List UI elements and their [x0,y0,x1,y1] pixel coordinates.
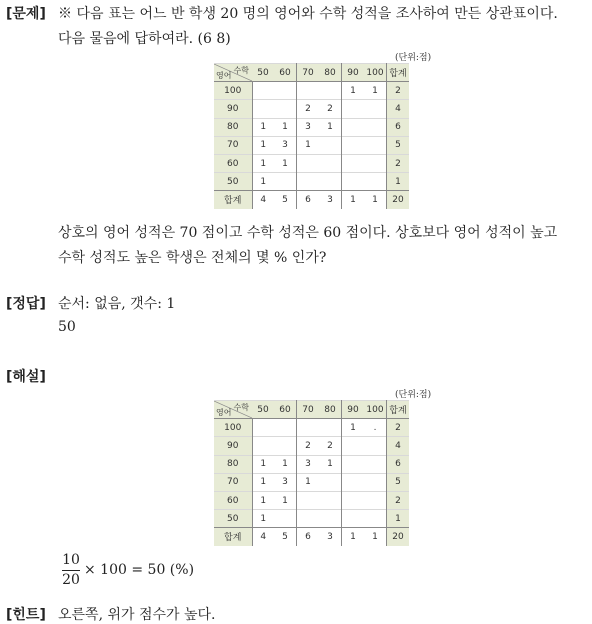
table-cell: 20 [387,191,410,209]
table-cell: 3 [319,191,342,209]
table-cell: . [364,419,387,437]
fraction-numerator: 10 [62,552,80,568]
table-cell [364,154,387,172]
table-cell: 1 [274,491,297,509]
table-cell: 6 [297,191,320,209]
table-cell: 3 [319,528,342,546]
corner-header [214,401,252,419]
table-cell: 1 [350,422,356,433]
table-cell: 2 [387,154,410,172]
table-row [214,191,409,209]
table-cell: 6 [387,118,410,136]
table-cell [274,437,297,455]
row-header: 100 [214,82,252,100]
row-header: 50 [214,510,252,528]
table-cell [297,154,320,172]
table-cell [342,173,365,191]
table-cell: 2 [387,419,410,437]
table-cell: 1 [350,85,356,96]
table-cell: 1 [319,118,342,136]
table-cell [274,173,297,191]
fraction-bar [62,570,80,571]
table-cell [342,437,365,455]
table-cell [252,82,274,100]
row-header: 80 [214,455,252,473]
column-header: 합계 [387,401,410,419]
table1-unit: (단위:점) [395,53,432,63]
row-header: 100 [214,419,252,437]
table-cell: 1 [274,118,297,136]
table-cell: 1 [364,528,387,546]
table-cell: 1 [364,82,387,100]
question-line-2: 수학 성적도 높은 학생은 전체의 몇 % 인가? [58,250,327,266]
answer-label: [정답] [6,296,46,312]
table-cell [319,510,342,528]
column-header: 90 [342,64,365,82]
table-cell [319,136,342,154]
column-header: 60 [274,401,297,419]
table-cell: 1 [260,495,267,506]
table-cell [364,437,387,455]
table-cell: 2 [387,491,410,509]
row-header: 70 [214,473,252,491]
row-header: 90 [214,437,252,455]
row-header: 80 [214,118,252,136]
table-cell [364,118,387,136]
table-cell [297,510,320,528]
table-cell [342,100,365,118]
correlation-table-1 [214,63,409,209]
table-cell [274,100,297,118]
table-cell: 3 [305,459,311,470]
table-cell: 1 [387,510,410,528]
table-cell [342,510,365,528]
table-cell: 2 [319,437,342,455]
table-cell: 1 [260,158,267,169]
table-cell [364,491,387,509]
table-cell: 1 [274,154,297,172]
table-cell [364,455,387,473]
table-cell: 1 [260,176,267,187]
table-cell: 3 [274,136,297,154]
row-header: 60 [214,154,252,172]
table-cell [319,154,342,172]
corner-math-label: 수학 [233,66,249,75]
table-row [214,154,409,172]
row-header: 50 [214,173,252,191]
correlation-table-2 [214,400,409,546]
table-cell [319,491,342,509]
table-cell [274,419,297,437]
column-header: 80 [319,401,342,419]
table-cell [319,419,342,437]
table-cell [274,510,297,528]
table-row [214,455,409,473]
corner-english-label: 영어 [216,408,232,418]
table-cell: 2 [319,100,342,118]
table-cell [319,82,342,100]
corner-english-label: 영어 [216,71,232,81]
table-cell [342,118,365,136]
table-cell [364,100,387,118]
hint-text: 오른쪽, 위가 점수가 높다. [58,607,216,623]
corner-header [214,64,252,82]
column-header: 100 [364,401,387,419]
table2-unit: (단위:점) [395,390,432,400]
table-cell [364,510,387,528]
table-cell [342,136,365,154]
table-cell: 5 [274,191,297,209]
column-header: 100 [364,64,387,82]
table-cell [297,173,320,191]
column-header: 90 [342,401,365,419]
table-row [214,136,409,154]
table-cell: 5 [387,473,410,491]
table-cell: 6 [387,455,410,473]
problem-line-1: ※ 다음 표는 어느 반 학생 20 명의 영어와 수학 성적을 조사하여 만든 상관표이다. [58,6,558,22]
table-row [214,473,409,491]
table-cell [342,473,365,491]
table-cell: 1 [342,191,365,209]
table-row [214,100,409,118]
table-cell [319,173,342,191]
table-row [214,419,409,437]
table-cell [297,491,320,509]
table-cell: 1 [319,455,342,473]
answer-line-2: 50 [58,319,76,335]
fraction-rest: × 100 = 50 (%) [84,562,195,578]
table-cell: 4 [252,528,274,546]
table-cell: 4 [252,191,274,209]
corner-math-label: 수학 [233,403,249,412]
table-cell: 1 [260,513,267,524]
table-row [214,437,409,455]
table-cell: 1 [260,140,267,151]
explanation-label: [해설] [6,369,46,385]
problem-line-2: 다음 물음에 답하여라. (6 8) [58,31,231,47]
table-cell: 1 [305,140,311,151]
table-cell: 6 [297,528,320,546]
table-cell [252,100,274,118]
table-cell: 4 [387,437,410,455]
table-row [214,173,409,191]
table-cell: 1 [260,459,267,470]
table-cell: 1 [274,455,297,473]
table-cell [364,473,387,491]
problem-label: [문제] [6,6,46,22]
table-row [214,82,409,100]
table-cell: 3 [305,122,311,133]
row-header: 60 [214,491,252,509]
table-cell [342,154,365,172]
table-cell [364,173,387,191]
column-header: 합계 [387,64,410,82]
hint-label: [힌트] [6,607,46,623]
table-cell [364,136,387,154]
table-row [214,118,409,136]
column-header: 50 [252,64,274,82]
table-cell: 1 [260,477,267,488]
table-cell: 5 [274,528,297,546]
table-cell: 2 [305,103,311,114]
table-cell: 5 [387,136,410,154]
question-line-1: 상호의 영어 성적은 70 점이고 수학 성적은 60 점이다. 상호보다 영어 성적이 높고 [58,225,558,241]
column-header: 80 [319,64,342,82]
column-header: 70 [297,401,320,419]
column-header: 50 [252,401,274,419]
answer-line-1: 순서: 없음, 갯수: 1 [58,296,176,312]
table-cell: 1 [260,122,267,133]
table-cell: 2 [387,82,410,100]
row-header: 합계 [214,191,252,209]
table-cell [342,491,365,509]
table-cell: 4 [387,100,410,118]
table-cell [342,455,365,473]
table-cell: 20 [387,528,410,546]
row-header: 합계 [214,528,252,546]
column-header: 70 [297,64,320,82]
table-cell [274,82,297,100]
column-header: 60 [274,64,297,82]
table-row [214,491,409,509]
row-header: 90 [214,100,252,118]
table-cell: 1 [305,477,311,488]
table-cell [297,419,320,437]
table-row [214,528,409,546]
table-cell: 1 [364,191,387,209]
table-cell [297,82,320,100]
table-cell: 1 [342,528,365,546]
row-header: 70 [214,136,252,154]
fraction-denominator: 20 [62,572,80,588]
table-cell [252,437,274,455]
table-cell: 2 [305,440,311,451]
table-cell: 1 [387,173,410,191]
table-cell [319,473,342,491]
table-cell: 3 [274,473,297,491]
table-row [214,510,409,528]
table-cell [252,419,274,437]
